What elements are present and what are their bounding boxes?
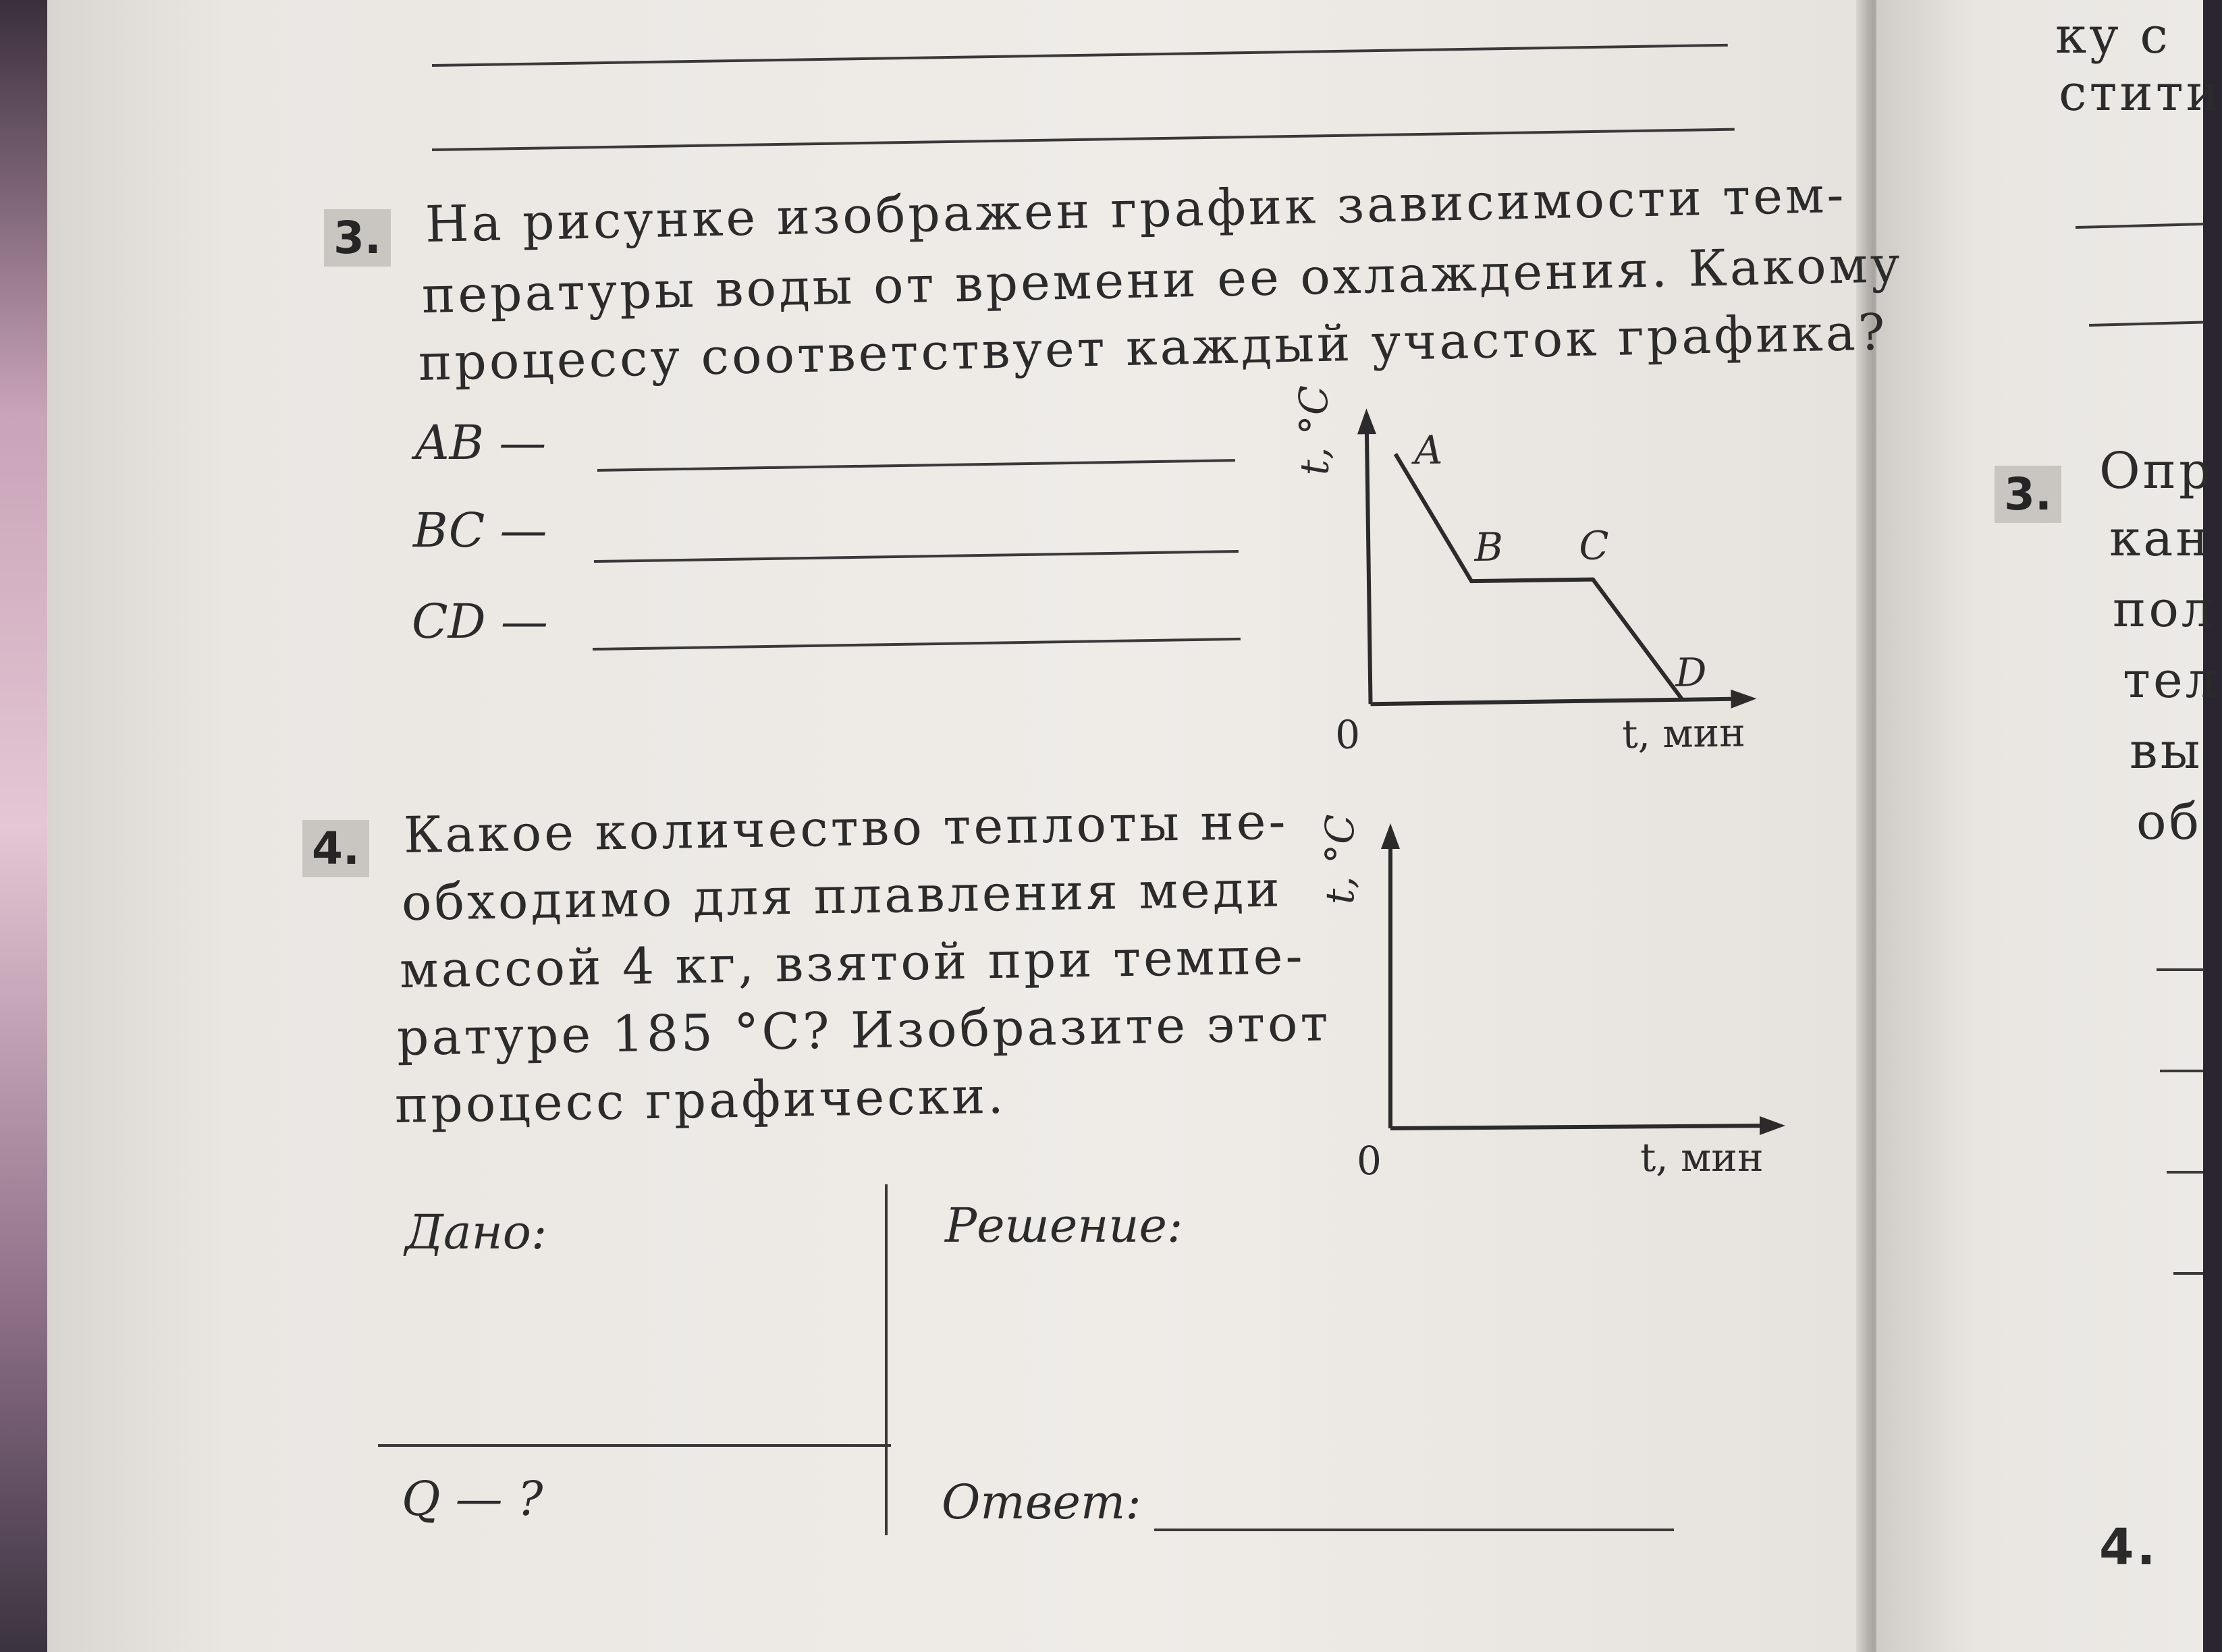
question-4-number: 4. <box>302 820 369 877</box>
segment-bc-label: BC — <box>413 503 547 558</box>
empty-graph-ylabel: t, °C <box>1317 814 1363 904</box>
right-page-text-5: пол <box>2113 580 2216 638</box>
question-3-line-3: процессу соответствует каждый участок графика? <box>418 303 1889 392</box>
given-label: Дано: <box>405 1205 547 1260</box>
question-4-line-3: массой 4 кг, взятой при темпе- <box>399 927 1306 999</box>
cooling-graph-y-arrow <box>1357 408 1376 434</box>
table-vertical-divider <box>885 1184 888 1535</box>
right-page-line-6 <box>2173 1272 2203 1275</box>
given-underline <box>378 1444 891 1447</box>
point-c-label: C <box>1578 522 1610 569</box>
empty-graph-x-arrow <box>1760 1116 1785 1135</box>
right-page-text-4: кан <box>2109 510 2212 568</box>
right-page-text-2: стити <box>2059 64 2222 122</box>
right-page-line-5 <box>2167 1171 2203 1174</box>
question-4-line-1: Какое количество теплоты не- <box>403 792 1289 864</box>
empty-graph-y-arrow <box>1381 823 1400 849</box>
segment-ab-label: AB — <box>415 415 547 470</box>
cooling-graph-xlabel: t, мин <box>1621 709 1746 758</box>
right-page-text-1: ку с <box>2055 7 2171 65</box>
right-page-text-3: Опр <box>2099 442 2214 500</box>
right-page-question-4-number: 4. <box>2099 1518 2159 1576</box>
empty-graph-xlabel: t, мин <box>1640 1134 1764 1180</box>
question-3-line-1: На рисунке изображен график зависимости тем- <box>425 165 1847 254</box>
right-page-line-3 <box>2157 968 2204 971</box>
answer-line <box>1154 1529 1674 1531</box>
right-page-text-8: об <box>2136 793 2202 851</box>
answer-label: Ответ: <box>942 1475 1141 1530</box>
question-4-line-2: обходимо для плавления меди <box>401 860 1283 932</box>
question-3-number: 3. <box>324 209 391 267</box>
empty-graph-x-axis <box>1390 1126 1768 1128</box>
cooling-graph-y-axis <box>1367 414 1371 704</box>
point-a-label: A <box>1413 426 1443 474</box>
right-page-question-3-number: 3. <box>1995 466 2061 523</box>
segment-cd-label: CD — <box>412 594 548 649</box>
cooling-graph-x-axis <box>1371 699 1743 705</box>
right-page-text-7: вы <box>2130 722 2203 780</box>
find-label: Q — ? <box>402 1471 543 1526</box>
empty-graph <box>1296 803 1809 1221</box>
right-page-line-4 <box>2160 1070 2203 1072</box>
solution-label: Решение: <box>945 1198 1183 1253</box>
point-b-label: B <box>1473 524 1504 571</box>
empty-graph-origin: 0 <box>1357 1138 1382 1184</box>
question-4-line-5: процесс графически. <box>394 1066 1007 1134</box>
cooling-curve <box>1395 450 1682 704</box>
cooling-graph-ylabel: t, °C <box>1290 385 1338 476</box>
question-4-line-4: ратуре 185 °С? Изобразите этот <box>396 994 1332 1067</box>
cooling-graph <box>1269 385 1782 769</box>
right-page-text-6: тел <box>2123 651 2220 709</box>
point-d-label: D <box>1675 649 1707 696</box>
cooling-graph-origin: 0 <box>1334 711 1361 758</box>
question-3-line-2: пературы воды от времени ее охлаждения. Какому <box>421 236 1903 325</box>
cooling-graph-x-arrow <box>1731 689 1756 709</box>
